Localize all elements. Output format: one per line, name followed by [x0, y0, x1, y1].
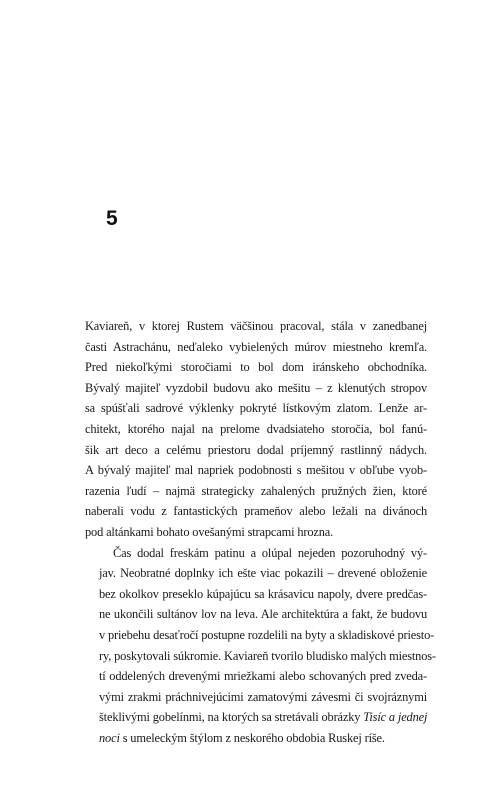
text-line: sa spúšťali sadrové výklenky pokryté lístkovým zlatom. Lenže ar-: [85, 401, 427, 416]
text-line: chitekt, ktorého najal na prelome dvadsiateho storočia, bol fanú-: [85, 421, 427, 436]
text-line: tí oddelených drevenými mriežkami alebo schovaných pred zveda-: [99, 669, 427, 684]
text-line: v priebehu desaťročí postupne rozdelili na byty a skladiskové priesto-: [99, 627, 435, 642]
text-line: Čas dodal freskám patinu a olúpal nejeden pozoruhodný vý-: [113, 545, 427, 560]
chapter-body-text: [85, 316, 436, 748]
text-line: naberali vodu z fantastických prameňov alebo ležali na divánoch: [85, 504, 427, 519]
text-line: Bývalý majiteľ vyzdobil budovu ako mešitu – z klenutých stropov: [85, 380, 427, 395]
paragraph-2: [85, 543, 436, 749]
text-line: Pred niekoľkými storočiami to bol dom iránskeho obchodníka.: [85, 360, 427, 375]
text-line: Kaviareň, v ktorej Rustem väčšinou pracoval, stála v zanedbanej: [85, 319, 427, 333]
text-line: pod altánkami bohato ovešanými strapcami hrozna.: [85, 524, 334, 539]
text-line: jav. Neobratné doplnky ich ešte viac pokazili – drevené obloženie: [99, 566, 427, 581]
text-line-with-title: [85, 707, 427, 728]
text-line-part: s umeleckým štýlom z neskorého obdobia Ruskej ríše.: [122, 730, 385, 745]
text-line: vými zrakmi práchnivejúcimi zamatovými závesmi či svojráznymi: [99, 689, 427, 704]
text-line: bez okolkov preseklo kúpajúcu sa krásavicu napoly, dvere predčas-: [99, 586, 427, 601]
chapter-number: 5: [106, 207, 118, 230]
book-title-italic: Tisíc a jednej: [363, 710, 428, 725]
text-line: časti Astrachánu, neďaleko vybielených múrov miestneho kremľa.: [85, 339, 427, 354]
text-line-part: šteklivými gobelínmi, na ktorých sa stretávali obrázky: [99, 710, 361, 725]
text-line: razenia ľudí – najmä strategicky zahalených pružných žien, ktoré: [85, 483, 427, 498]
text-line: ry, poskytovali súkromie. Kaviareň tvorilo bludisko malých miestnos-: [99, 648, 436, 663]
paragraph-1: [85, 316, 427, 543]
book-title-italic: noci: [99, 730, 120, 745]
text-line: ne ukončili sultánov lov na leva. Ale architektúra a fakt, že budovu: [99, 607, 427, 622]
text-line: šik art deco a celému priestoru dodal príjemný rastlinný nádych.: [85, 442, 427, 457]
text-line-with-title: [85, 728, 427, 749]
text-line: A bývalý majiteľ mal napriek podobnosti s mešitou v obľube vyob-: [85, 463, 427, 478]
